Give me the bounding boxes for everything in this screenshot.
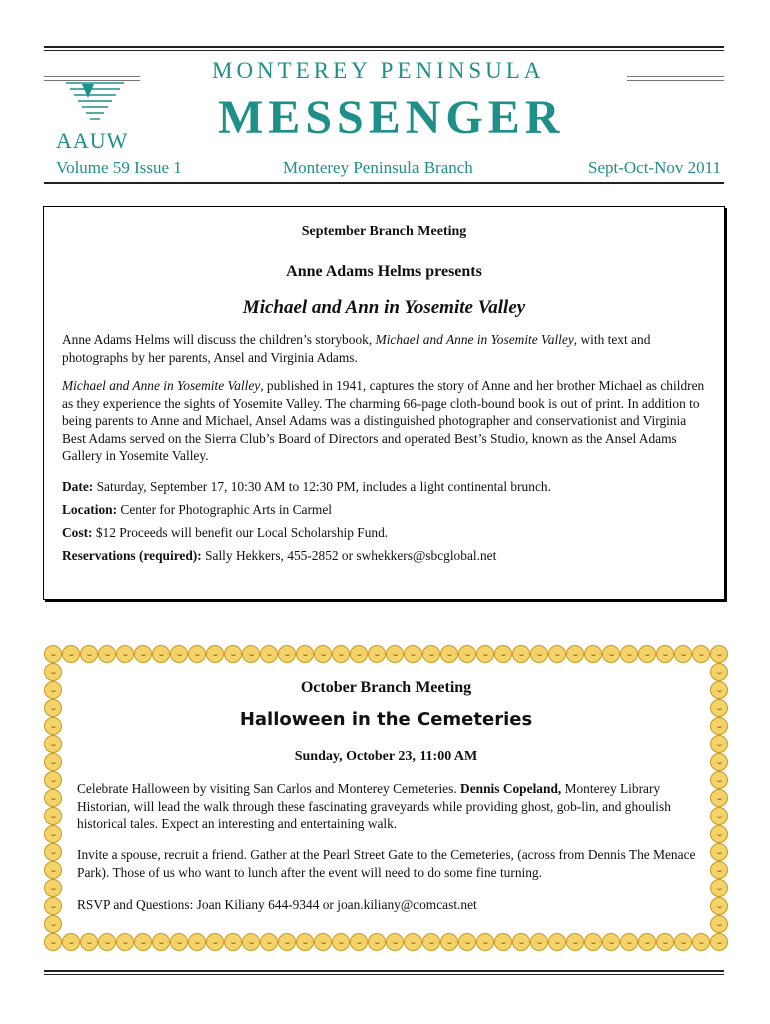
pumpkin-icon [44,843,62,861]
pumpkin-icon [62,645,80,663]
september-title: Michael and Ann in Yosemite Valley [242,297,526,318]
pumpkin-icon [638,933,656,951]
pumpkin-border-bottom [44,933,728,951]
branch-label: Monterey Peninsula Branch [283,158,473,177]
header-top-rule [44,46,724,51]
pumpkin-icon [530,645,548,663]
pumpkin-icon [440,933,458,951]
pumpkin-icon [152,933,170,951]
pumpkin-icon [206,933,224,951]
pumpkin-icon [44,897,62,915]
pumpkin-icon [710,843,728,861]
september-date [62,479,551,495]
pumpkin-icon [386,645,404,663]
pumpkin-icon [710,807,728,825]
pumpkin-icon [44,861,62,879]
pumpkin-icon [134,933,152,951]
issue-dates: Sept-Oct-Nov 2011 [588,158,721,177]
pumpkin-icon [44,771,62,789]
pumpkin-icon [710,879,728,897]
pumpkin-icon [620,933,638,951]
september-cost [62,525,388,541]
october-paragraph-2: Invite a spouse, recruit a friend. Gather at the Pearl Street Gate to the Cemeteries, (across from Dennis The Menace Park). Those of us who want to lunch after the event will need to do some fine turning. [77,847,696,880]
pumpkin-icon [404,933,422,951]
pumpkin-icon [80,645,98,663]
pumpkin-icon [602,645,620,663]
october-meeting-box [44,645,728,951]
pumpkin-icon [278,933,296,951]
pumpkin-icon [350,933,368,951]
pumpkin-icon [710,933,728,951]
op1-text-a: Celebrate Halloween by visiting San Carlos and Monterey Cemeteries. [77,781,461,796]
pumpkin-icon [494,645,512,663]
pumpkin-icon [440,645,458,663]
pumpkin-icon [530,933,548,951]
p1-text-a: Anne Adams Helms will discuss the children’s storybook, [62,332,376,347]
pumpkin-icon [260,933,278,951]
pumpkin-icon [512,645,530,663]
pumpkin-icon [710,771,728,789]
pumpkin-icon [152,645,170,663]
september-reservations [62,548,496,564]
pumpkin-icon [404,645,422,663]
pumpkin-icon [44,645,62,663]
org-line: MONTEREY PENINSULA [212,58,545,83]
pumpkin-icon [116,933,134,951]
volume-label: Volume 59 Issue 1 [56,158,182,177]
pumpkin-icon [296,645,314,663]
pumpkin-border-right [710,663,728,933]
pumpkin-icon [188,645,206,663]
pumpkin-icon [170,645,188,663]
cost-value: $12 Proceeds will benefit our Local Scholarship Fund. [92,525,389,540]
october-rsvp: RSVP and Questions: Joan Kiliany 644-9344 or joan.kiliany@comcast.net [77,897,477,912]
pumpkin-icon [512,933,530,951]
october-heading: October Branch Meeting [300,679,472,696]
september-heading: September Branch Meeting [301,224,467,239]
pumpkin-icon [584,645,602,663]
pumpkin-icon [710,915,728,933]
pumpkin-icon [134,645,152,663]
cost-label: Cost: [62,525,93,540]
september-presenter: Anne Adams Helms presents [286,263,482,280]
aauw-logo-text: AAUW [56,128,129,153]
pumpkin-border-top [44,645,728,663]
pumpkin-icon [548,933,566,951]
newsletter-title: MESSENGER [218,91,565,144]
pumpkin-icon [710,645,728,663]
pumpkin-icon [98,933,116,951]
pumpkin-icon [692,933,710,951]
p2-text: , published in 1941, captures the story of Anne and her brother Michael as children as they experience the sights of Yosemite Valley. The charming 66-page cloth-bound book is out of print. In addition to being parents to Anne and Michael, Ansel Adams was a distinguished photographer and conservationist and Virginia Best Adams served on the Sierra Club’s Board of Directors and operated Best’s Studio, known as the Ansel Adams Gallery in Yosemite Valley. [62,378,705,463]
pumpkin-icon [44,825,62,843]
pumpkin-icon [44,879,62,897]
pumpkin-icon [710,897,728,915]
pumpkin-icon [332,645,350,663]
pumpkin-icon [80,933,98,951]
pumpkin-icon [494,933,512,951]
pumpkin-icon [260,645,278,663]
pumpkin-icon [710,825,728,843]
pumpkin-icon [476,645,494,663]
pumpkin-icon [584,933,602,951]
pumpkin-icon [386,933,404,951]
footer-rule [44,970,724,975]
pumpkin-icon [710,789,728,807]
date-value: Saturday, September 17, 10:30 AM to 12:30 PM, includes a light continental brunch. [93,479,551,494]
october-paragraph-1 [77,780,709,833]
pumpkin-icon [242,645,260,663]
pumpkin-icon [170,933,188,951]
date-label: Date: [62,479,94,494]
pumpkin-icon [332,933,350,951]
september-paragraph-1 [62,331,710,366]
pumpkin-icon [368,645,386,663]
pumpkin-icon [224,645,242,663]
pumpkin-icon [62,933,80,951]
pumpkin-icon [44,789,62,807]
pumpkin-icon [44,807,62,825]
location-value: Center for Photographic Arts in Carmel [117,502,332,517]
pumpkin-icon [656,645,674,663]
pumpkin-icon [674,933,692,951]
pumpkin-icon [566,645,584,663]
header-right-rule [627,76,724,81]
pumpkin-icon [314,933,332,951]
pumpkin-icon [206,645,224,663]
pumpkin-icon [44,915,62,933]
pumpkin-icon [368,933,386,951]
september-meeting-box [43,206,725,600]
pumpkin-icon [566,933,584,951]
pumpkin-icon [296,933,314,951]
pumpkin-icon [278,645,296,663]
p1-book-title: Michael and Anne in Yosemite Valley [375,332,574,347]
header-bottom-rule [44,182,724,184]
october-date: Sunday, October 23, 11:00 AM [294,749,478,764]
pumpkin-icon [422,933,440,951]
pumpkin-icon [314,645,332,663]
op1-text-b: Monterey Library Historian, will lead the walk through these fascinating graveyards while providing ghost, gob-lin, and ghoulish historical tales. Expect an interesting and entertaining walk. [77,781,671,831]
pumpkin-icon [44,933,62,951]
reservations-value: Sally Hekkers, 455-2852 or swhekkers@sbcglobal.net [201,548,497,563]
pumpkin-border-left [44,663,62,933]
reservations-label: Reservations (required): [62,548,202,563]
pumpkin-icon [116,645,134,663]
pumpkin-icon [458,645,476,663]
aauw-logo [60,80,130,126]
pumpkin-icon [476,933,494,951]
pumpkin-icon [224,933,242,951]
october-title: Halloween in the Cemeteries [239,709,533,730]
p1-text-b: , with text and photographs by her parents, Ansel and Virginia Adams. [62,332,651,365]
pumpkin-icon [710,861,728,879]
op1-speaker: Dennis Copeland, [460,781,562,796]
pumpkin-icon [98,645,116,663]
location-label: Location: [62,502,118,517]
pumpkin-icon [188,933,206,951]
pumpkin-icon [620,645,638,663]
pumpkin-icon [692,645,710,663]
pumpkin-icon [242,933,260,951]
september-location [62,502,332,518]
september-paragraph-2 [62,377,710,465]
pumpkin-icon [638,645,656,663]
pumpkin-icon [458,933,476,951]
pumpkin-icon [674,645,692,663]
pumpkin-icon [548,645,566,663]
pumpkin-icon [350,645,368,663]
pumpkin-icon [422,645,440,663]
p2-book-title: Michael and Anne in Yosemite Valley [62,378,261,393]
pumpkin-icon [656,933,674,951]
pumpkin-icon [602,933,620,951]
